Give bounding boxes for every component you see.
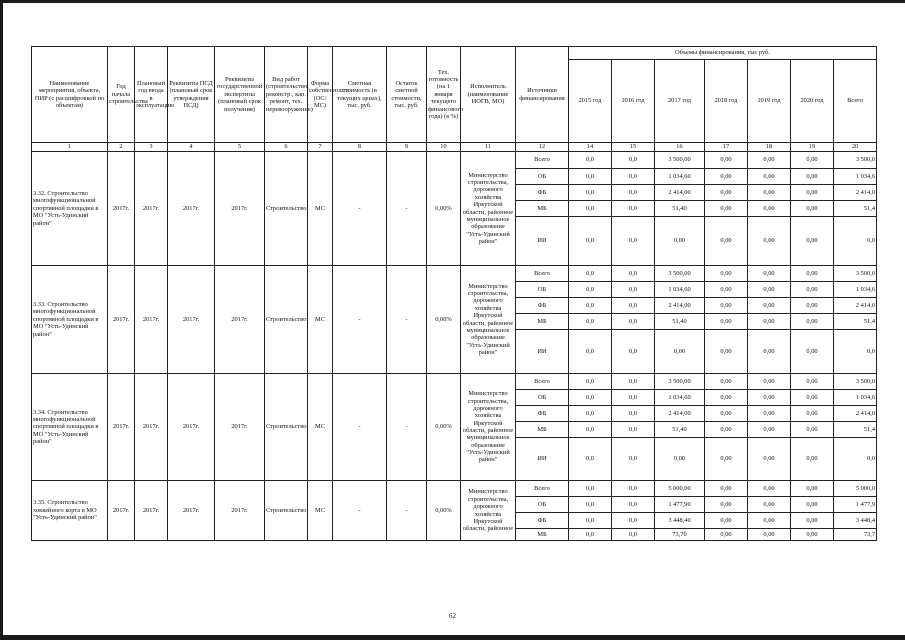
column-number: 17 — [705, 143, 748, 152]
funding-value: 0,0 — [834, 330, 877, 374]
funding-source: ФБ — [516, 406, 569, 422]
funding-value: 0,00 — [705, 529, 748, 541]
header-estimate: Сметная стоимость (в текущих ценах), тыс. руб. — [333, 47, 387, 143]
funding-value: 0,00 — [705, 282, 748, 298]
funding-value: 2 414,00 — [655, 298, 705, 314]
funding-value: 3 500,0 — [834, 152, 877, 169]
funding-value: 3 500,0 — [834, 266, 877, 282]
funding-value: 0,0 — [612, 438, 655, 481]
funding-value: 0,00 — [748, 513, 791, 529]
funding-value: 0,00 — [791, 497, 834, 513]
funding-value: 0,0 — [612, 298, 655, 314]
funding-value: 0,0 — [612, 330, 655, 374]
funding-value: 2 414,00 — [655, 406, 705, 422]
funding-value: 0,00 — [655, 217, 705, 266]
funding-value: 0,0 — [569, 185, 612, 201]
funding-value: 0,0 — [612, 201, 655, 217]
funding-value: 0,0 — [569, 481, 612, 497]
start-year: 2017г. — [108, 374, 135, 481]
table-row — [32, 374, 877, 390]
column-number: 19 — [791, 143, 834, 152]
commission-year: 2017г. — [135, 374, 168, 481]
commission-year: 2017г. — [135, 266, 168, 374]
funding-value: 0,00 — [791, 217, 834, 266]
header-remaining: Остаток сметной стоимости, тыс. руб. — [387, 47, 427, 143]
start-year: 2017г. — [108, 266, 135, 374]
funding-value: 0,0 — [569, 529, 612, 541]
executor: Министерство строительства, дорожного хозяйства Иркутской области, районное — [461, 481, 516, 541]
readiness: 0,00% — [427, 374, 461, 481]
funding-source: ОБ — [516, 497, 569, 513]
funding-value: 2 414,00 — [655, 185, 705, 201]
header-work-type: Вид работ (строительство, реконстр., кап. ремонт, тех. перевооружение) — [265, 47, 308, 143]
work-type: Строительство — [265, 374, 308, 481]
start-year: 2017г. — [108, 481, 135, 541]
work-type: Строительство — [265, 152, 308, 266]
remaining-cost: - — [387, 266, 427, 374]
header-year-2017: 2017 год — [655, 60, 705, 143]
funding-value: 0,00 — [791, 185, 834, 201]
funding-value: 2 414,0 — [834, 298, 877, 314]
column-number: 1 — [32, 143, 108, 152]
funding-value: 73,7 — [834, 529, 877, 541]
funding-value: 0,00 — [705, 330, 748, 374]
header-financing-group: Объемы финансирования, тыс руб. — [569, 47, 877, 60]
funding-value: 0,00 — [791, 529, 834, 541]
funding-value: 0,00 — [705, 185, 748, 201]
table-row — [32, 152, 877, 169]
column-number: 14 — [569, 143, 612, 152]
header-start-year: Год начала строительства — [108, 47, 135, 143]
column-number: 9 — [387, 143, 427, 152]
funding-value: 51,40 — [655, 201, 705, 217]
funding-value: 0,00 — [791, 406, 834, 422]
funding-value: 0,0 — [612, 217, 655, 266]
funding-value: 1 034,60 — [655, 282, 705, 298]
funding-value: 3 500,00 — [655, 266, 705, 282]
funding-value: 0,0 — [569, 374, 612, 390]
funding-value: 0,00 — [705, 266, 748, 282]
funding-value: 0,00 — [791, 282, 834, 298]
funding-value: 0,00 — [748, 529, 791, 541]
funding-value: 0,00 — [791, 201, 834, 217]
psd-date: 2017г. — [168, 374, 215, 481]
funding-value: 3 500,0 — [834, 374, 877, 390]
funding-value: 0,0 — [612, 481, 655, 497]
funding-value: 0,00 — [791, 152, 834, 169]
header-ownership: Форма собственности (ОС/МС) — [308, 47, 333, 143]
funding-value: 0,0 — [612, 152, 655, 169]
funding-value: 1 034,60 — [655, 169, 705, 185]
executor: Министерство строительства, дорожного хозяйства Иркутской области, районное муниципальное образование "Усть-Удинский район" — [461, 152, 516, 266]
column-number: 18 — [748, 143, 791, 152]
funding-value: 1 034,6 — [834, 169, 877, 185]
funding-value: 0,00 — [655, 330, 705, 374]
funding-value: 0,0 — [569, 330, 612, 374]
page-number: 62 — [449, 612, 456, 620]
column-number: 12 — [516, 143, 569, 152]
funding-value: 0,00 — [748, 497, 791, 513]
funding-value: 1 034,6 — [834, 390, 877, 406]
funding-value: 0,0 — [612, 266, 655, 282]
funding-value: 0,00 — [748, 201, 791, 217]
remaining-cost: - — [387, 374, 427, 481]
header-year-2015: 2015 год — [569, 60, 612, 143]
funding-value: 0,00 — [748, 266, 791, 282]
ownership: МС — [308, 266, 333, 374]
funding-value: 0,0 — [569, 406, 612, 422]
funding-value: 5 000,0 — [834, 481, 877, 497]
psd-date: 2017г. — [168, 266, 215, 374]
table-body — [32, 152, 877, 541]
funding-value: 0,00 — [791, 169, 834, 185]
ownership: МС — [308, 481, 333, 541]
funding-source: Всего — [516, 152, 569, 169]
funding-value: 0,0 — [569, 169, 612, 185]
funding-value: 0,00 — [748, 217, 791, 266]
funding-value: 0,0 — [569, 513, 612, 529]
estimate-cost: - — [333, 266, 387, 374]
column-number: 6 — [265, 143, 308, 152]
psd-date: 2017г. — [168, 152, 215, 266]
header-year-2019: 2019 год — [748, 60, 791, 143]
column-number: 8 — [333, 143, 387, 152]
funding-value: 0,00 — [705, 374, 748, 390]
funding-value: 0,00 — [705, 390, 748, 406]
funding-value: 51,4 — [834, 422, 877, 438]
funding-source: ОБ — [516, 282, 569, 298]
remaining-cost: - — [387, 481, 427, 541]
funding-value: 0,0 — [569, 390, 612, 406]
funding-value: 0,00 — [791, 513, 834, 529]
document-page — [31, 46, 876, 541]
funding-source: ИИ — [516, 217, 569, 266]
estimate-cost: - — [333, 374, 387, 481]
funding-source: МБ — [516, 422, 569, 438]
funding-value: 0,0 — [569, 217, 612, 266]
funding-value: 0,00 — [705, 201, 748, 217]
column-number: 3 — [135, 143, 168, 152]
object-name: 3.33. Строительство многофункциональной спортивной площадки в МО "Усть-Удинский район" — [32, 266, 108, 374]
funding-value: 0,0 — [612, 529, 655, 541]
funding-value: 1 477,90 — [655, 497, 705, 513]
funding-value: 0,0 — [569, 152, 612, 169]
funding-value: 0,0 — [569, 438, 612, 481]
object-name: 3.34. Строительство многофункциональной спортивной площадки в МО "Усть-Удинский район" — [32, 374, 108, 481]
funding-value: 0,00 — [705, 169, 748, 185]
psd-date: 2017г. — [168, 481, 215, 541]
funding-value: 0,00 — [791, 390, 834, 406]
funding-value: 73,70 — [655, 529, 705, 541]
funding-value: 0,0 — [569, 201, 612, 217]
funding-value: 2 414,0 — [834, 185, 877, 201]
funding-value: 0,0 — [612, 185, 655, 201]
column-number: 20 — [834, 143, 877, 152]
column-number: 2 — [108, 143, 135, 152]
funding-source: ФБ — [516, 513, 569, 529]
header-year-2018: 2018 год — [705, 60, 748, 143]
commission-year: 2017г. — [135, 152, 168, 266]
funding-value: 0,00 — [748, 330, 791, 374]
ownership: МС — [308, 152, 333, 266]
funding-value: 51,40 — [655, 422, 705, 438]
funding-value: 0,00 — [748, 314, 791, 330]
header-sources: Источники финансирования — [516, 47, 569, 143]
financing-table — [31, 46, 877, 541]
work-type: Строительство — [265, 266, 308, 374]
funding-source: МБ — [516, 201, 569, 217]
table-header — [32, 47, 877, 152]
funding-value: 0,00 — [655, 438, 705, 481]
funding-value: 0,00 — [748, 390, 791, 406]
readiness: 0,00% — [427, 481, 461, 541]
funding-value: 0,00 — [748, 185, 791, 201]
funding-value: 0,00 — [705, 298, 748, 314]
header-total: Всего — [834, 60, 877, 143]
funding-value: 0,00 — [705, 152, 748, 169]
readiness: 0,00% — [427, 266, 461, 374]
object-name: 3.35. Строительство хоккейного корта в МО "Усть-Удинский район" — [32, 481, 108, 541]
funding-source: МБ — [516, 529, 569, 541]
expertise-date: 2017г. — [215, 152, 265, 266]
column-number-row — [32, 143, 877, 152]
estimate-cost: - — [333, 481, 387, 541]
funding-source: ФБ — [516, 185, 569, 201]
header-readiness: Тех. готовность (на 1 января текущего финансового года) (в %) — [427, 47, 461, 143]
funding-value: 51,4 — [834, 314, 877, 330]
header-commission-year: Плановый год ввода в эксплуатацию — [135, 47, 168, 143]
work-type: Строительство — [265, 481, 308, 541]
funding-value: 0,00 — [748, 169, 791, 185]
header-name: Наименование мероприятия, объекта, ПИР (с расшифровкой по объектам) — [32, 47, 108, 143]
funding-value: 0,0 — [612, 497, 655, 513]
column-number: 16 — [655, 143, 705, 152]
funding-value: 0,00 — [791, 438, 834, 481]
funding-value: 0,0 — [612, 169, 655, 185]
funding-value: 0,00 — [791, 374, 834, 390]
column-number: 7 — [308, 143, 333, 152]
funding-value: 0,00 — [748, 481, 791, 497]
funding-source: Всего — [516, 481, 569, 497]
funding-value: 0,00 — [748, 298, 791, 314]
funding-value: 0,00 — [705, 481, 748, 497]
funding-value: 2 414,0 — [834, 406, 877, 422]
expertise-date: 2017г. — [215, 481, 265, 541]
column-number: 15 — [612, 143, 655, 152]
object-name: 3.32. Строительство многофункциональной спортивной площадки в МО "Усть-Удинский район" — [32, 152, 108, 266]
funding-value: 0,00 — [705, 314, 748, 330]
table-row — [32, 266, 877, 282]
funding-value: 0,0 — [834, 217, 877, 266]
funding-value: 0,00 — [791, 266, 834, 282]
ownership: МС — [308, 374, 333, 481]
funding-value: 51,40 — [655, 314, 705, 330]
funding-value: 0,0 — [612, 390, 655, 406]
funding-value: 0,00 — [705, 406, 748, 422]
header-expertise: Реквизиты государственной экспертизы (плановый срок получения) — [215, 47, 265, 143]
funding-value: 0,00 — [705, 217, 748, 266]
funding-value: 0,0 — [569, 422, 612, 438]
column-number: 5 — [215, 143, 265, 152]
funding-value: 0,0 — [612, 374, 655, 390]
readiness: 0,00% — [427, 152, 461, 266]
expertise-date: 2017г. — [215, 266, 265, 374]
funding-value: 0,00 — [791, 314, 834, 330]
remaining-cost: - — [387, 152, 427, 266]
funding-source: ОБ — [516, 169, 569, 185]
funding-source: ФБ — [516, 298, 569, 314]
start-year: 2017г. — [108, 152, 135, 266]
funding-value: 1 034,60 — [655, 390, 705, 406]
funding-source: Всего — [516, 374, 569, 390]
funding-value: 1 034,6 — [834, 282, 877, 298]
funding-value: 0,00 — [748, 406, 791, 422]
funding-source: Всего — [516, 266, 569, 282]
funding-value: 0,00 — [791, 330, 834, 374]
funding-value: 0,0 — [569, 266, 612, 282]
funding-value: 0,0 — [569, 314, 612, 330]
executor: Министерство строительства, дорожного хозяйства Иркутской области, районное муниципальное образование "Усть-Удинский район" — [461, 266, 516, 374]
funding-value: 0,00 — [791, 481, 834, 497]
funding-value: 0,00 — [748, 438, 791, 481]
funding-value: 0,0 — [569, 298, 612, 314]
funding-value: 0,0 — [834, 438, 877, 481]
funding-value: 3 500,00 — [655, 152, 705, 169]
column-number: 4 — [168, 143, 215, 152]
header-year-2016: 2016 год — [612, 60, 655, 143]
funding-source: ИИ — [516, 438, 569, 481]
funding-value: 0,0 — [569, 282, 612, 298]
expertise-date: 2017г. — [215, 374, 265, 481]
funding-value: 1 477,9 — [834, 497, 877, 513]
funding-value: 5 000,00 — [655, 481, 705, 497]
header-psd: Реквизиты ПСД (плановый срок утверждения ПСД) — [168, 47, 215, 143]
funding-value: 0,00 — [705, 438, 748, 481]
funding-value: 0,00 — [748, 152, 791, 169]
funding-value: 3 448,4 — [834, 513, 877, 529]
funding-value: 0,00 — [748, 374, 791, 390]
funding-value: 0,0 — [612, 422, 655, 438]
funding-value: 3 500,00 — [655, 374, 705, 390]
funding-value: 0,0 — [612, 314, 655, 330]
funding-value: 3 448,40 — [655, 513, 705, 529]
funding-value: 0,0 — [612, 513, 655, 529]
funding-value: 0,0 — [612, 406, 655, 422]
table-row — [32, 481, 877, 497]
funding-value: 0,00 — [705, 422, 748, 438]
estimate-cost: - — [333, 152, 387, 266]
column-number: 11 — [461, 143, 516, 152]
funding-value: 0,00 — [705, 513, 748, 529]
header-year-2020: 2020 год — [791, 60, 834, 143]
funding-value: 0,00 — [748, 282, 791, 298]
funding-value: 0,00 — [791, 298, 834, 314]
funding-source: ОБ — [516, 390, 569, 406]
funding-value: 51,4 — [834, 201, 877, 217]
funding-value: 0,00 — [791, 422, 834, 438]
funding-value: 0,0 — [569, 497, 612, 513]
funding-value: 0,0 — [612, 282, 655, 298]
funding-value: 0,00 — [748, 422, 791, 438]
header-executor: Исполнитель (наименование ИОГВ, МО) — [461, 47, 516, 143]
funding-source: ИИ — [516, 330, 569, 374]
executor: Министерство строительства, дорожного хозяйства Иркутской области, районное муниципальное образование "Усть-Удинский район" — [461, 374, 516, 481]
commission-year: 2017г. — [135, 481, 168, 541]
column-number: 10 — [427, 143, 461, 152]
funding-source: МБ — [516, 314, 569, 330]
funding-value: 0,00 — [705, 497, 748, 513]
